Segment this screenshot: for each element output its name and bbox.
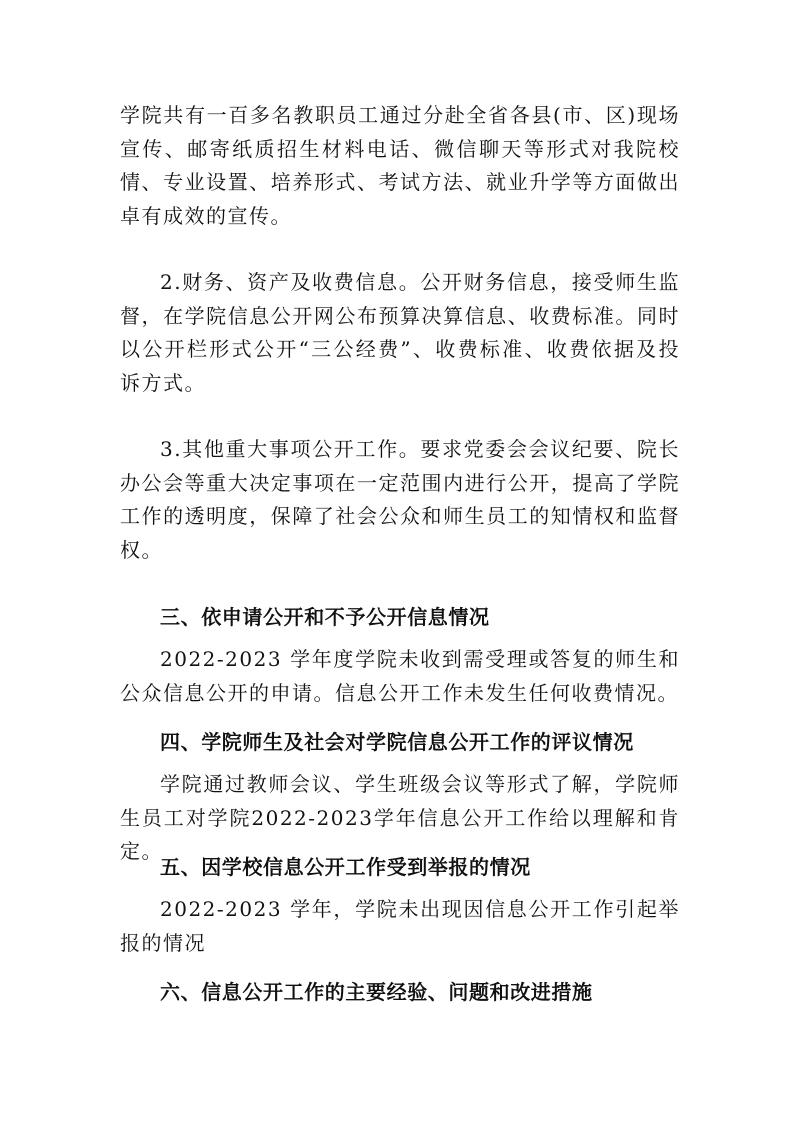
paragraph-applications: 2022-2023 学年度学院未收到需受理或答复的师生和公众信息公开的申请。信息公开工作未发生任何收费情况。 — [120, 647, 680, 705]
paragraph-evaluation: 学院通过教师会议、学生班级会议等形式了解，学院师生员工对学院2022-2023学年信息公开工作给以理解和肯定。 — [120, 772, 680, 863]
section-heading-4: 四、学院师生及社会对学院信息公开工作的评议情况 — [160, 730, 634, 754]
section-heading-3: 三、依申请公开和不予公开信息情况 — [160, 605, 490, 629]
paragraph-reports: 2022-2023 学年，学院未出现因信息公开工作引起举报的情况 — [120, 897, 680, 955]
section-heading-6: 六、信息公开工作的主要经验、问题和改进措施 — [160, 980, 593, 1004]
section-heading-5: 五、因学校信息公开工作受到举报的情况 — [160, 855, 531, 879]
paragraph-publicity: 学院共有一百多名教职员工通过分赴全省各县(市、区)现场宣传、邮寄纸质招生材料电话、微信聊天等形式对我院校情、专业设置、培养形式、考试方法、就业升学等方面做出卓有成效的宣传。 — [120, 103, 680, 228]
paragraph-major-matters: 3.其他重大事项公开工作。要求党委会会议纪要、院长办公会等重大决定事项在一定范围内进行公开，提高了学院工作的透明度，保障了社会公众和师生员工的知情权和监督权。 — [120, 437, 680, 562]
paragraph-finance: 2.财务、资产及收费信息。公开财务信息，接受师生监督，在学院信息公开网公布预算决算信息、收费标准。同时以公开栏形式公开“三公经费”、收费标准、收费依据及投诉方式。 — [120, 270, 680, 395]
